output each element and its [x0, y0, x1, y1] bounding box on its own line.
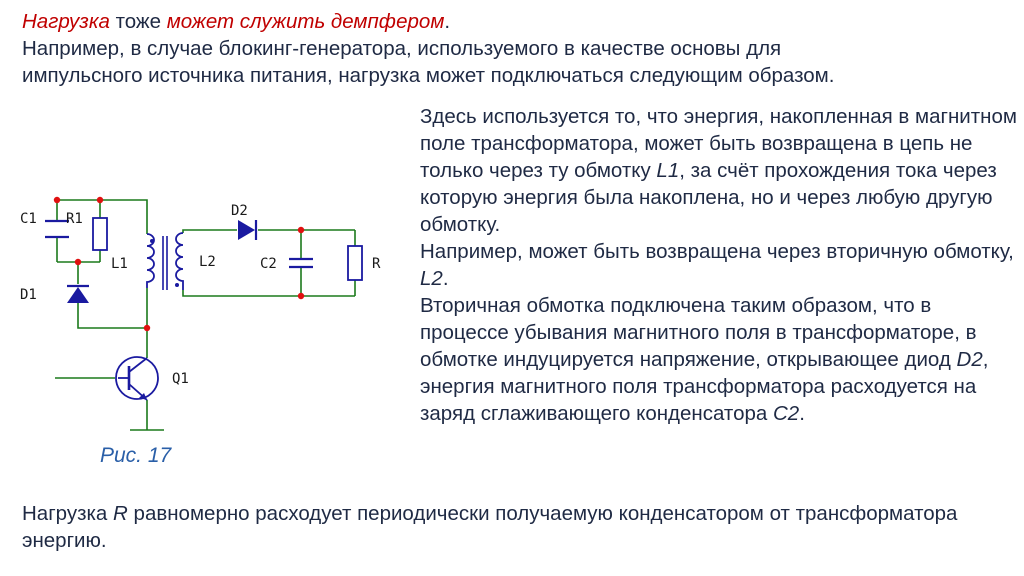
label-l1: L1 — [111, 256, 128, 272]
side-paragraph-1 — [420, 103, 1020, 238]
resistor-r — [348, 246, 362, 280]
bottom-text — [22, 500, 1012, 554]
side-p2-text-c: . — [442, 267, 449, 290]
side-p2-l2: L2 — [420, 267, 443, 290]
transformer-core — [163, 236, 167, 290]
intro-text — [22, 8, 1012, 89]
label-d1: D1 — [20, 287, 37, 303]
side-p1-text-c: , за счёт прохождения тока через которую энергия была накоплена, но и через любую другую обмотку. — [420, 159, 997, 236]
intro-phrase-damper: может служить демпфером — [166, 10, 445, 33]
side-paragraph-2 — [420, 238, 1020, 292]
side-p2-text-a: Например, может быть возвращена через вторичную обмотку, — [420, 240, 1014, 263]
side-p3-d2: D2 — [956, 348, 983, 371]
side-p1-l1: L1 — [656, 159, 680, 182]
l2-polarity-dot — [175, 283, 179, 287]
side-p3-text-c: , энергия магнитного поля трансформатора расходуется на заряд сглаживающего конденсатора — [420, 348, 989, 425]
intro-line-3: импульсного источника питания, нагрузка может подключаться следующим образом. — [22, 64, 835, 87]
diode-d1 — [67, 286, 89, 303]
intro-line-2: Например, в случае блокинг-генератора, используемого в качестве основы для — [22, 37, 782, 60]
bottom-text-c: равномерно расходует периодически получаемую конденсатором от трансформатора энергию. — [22, 502, 958, 552]
figure-caption: Рис. 17 — [100, 444, 172, 467]
inductor-l2 — [176, 233, 183, 290]
side-explanation — [420, 103, 1020, 427]
label-r1: R1 — [66, 211, 83, 227]
bottom-text-a: Нагрузка — [22, 502, 114, 525]
intro-period: . — [444, 10, 451, 33]
intro-word-also: тоже — [109, 10, 167, 33]
label-r: R — [372, 256, 381, 272]
bottom-text-r: R — [113, 502, 128, 525]
label-q1: Q1 — [172, 371, 189, 387]
label-l2: L2 — [199, 254, 216, 270]
diode-d2 — [238, 220, 256, 240]
side-paragraph-3 — [420, 292, 1020, 427]
label-d2: D2 — [231, 203, 248, 219]
label-c1: C1 — [20, 211, 37, 227]
l1-polarity-dot — [150, 239, 154, 243]
intro-word-load: Нагрузка — [22, 10, 110, 33]
capacitor-c2 — [289, 259, 313, 267]
side-p3-text-e: . — [799, 402, 805, 425]
circuit-wires — [55, 200, 355, 430]
side-p3-text-a: Вторичная обмотка подключена таким образом, что в процессе убывания магнитного поля в трансформаторе, в обмотке индуцируется напряжение, открывающее диод — [420, 294, 977, 371]
transistor-q1 — [116, 357, 158, 400]
label-c2: C2 — [260, 256, 277, 272]
resistor-r1 — [93, 218, 107, 250]
intro-line-1 — [22, 8, 1012, 35]
side-p1-text-a: Здесь используется то, что энергия, накопленная в магнитном поле трансформатора, может быть возвращена в цепь не только через ту обмотку — [420, 105, 1017, 182]
side-p3-c2: C2 — [773, 402, 800, 425]
circuit-diagram — [0, 180, 400, 440]
